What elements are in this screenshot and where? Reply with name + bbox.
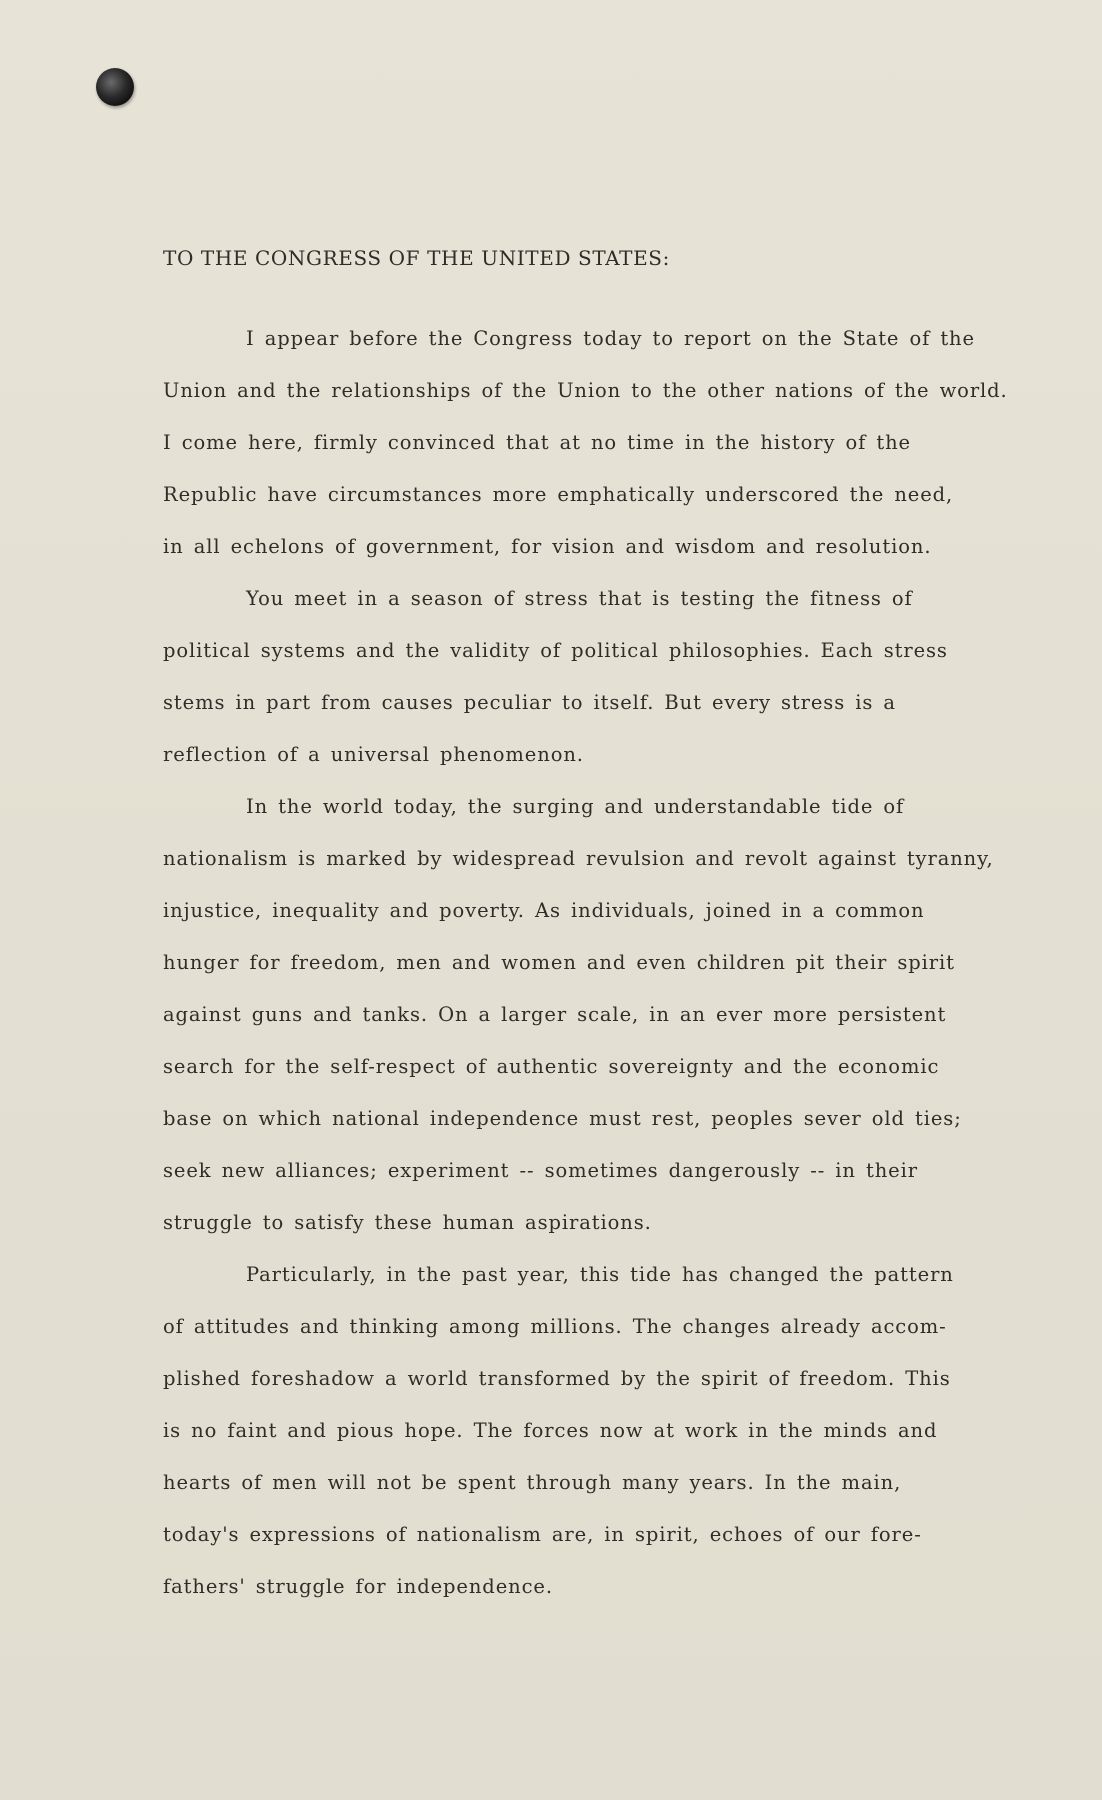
paragraph-4-line-6: today's expressions of nationalism are, in spirit, echoes of our fore-	[163, 1523, 922, 1546]
paragraph-3-line-4: hunger for freedom, men and women and even children pit their spirit	[163, 951, 955, 974]
paragraph-2-line-4: reflection of a universal phenomenon.	[163, 743, 584, 766]
salutation: TO THE CONGRESS OF THE UNITED STATES:	[163, 246, 670, 270]
paragraph-1-line-1: I appear before the Congress today to report on the State of the	[246, 327, 975, 350]
paragraph-4-line-5: hearts of men will not be spent through many years. In the main,	[163, 1471, 902, 1494]
paragraph-4-line-1: Particularly, in the past year, this tide has changed the pattern	[246, 1263, 954, 1286]
paragraph-3-line-2: nationalism is marked by widespread revulsion and revolt against tyranny,	[163, 847, 994, 870]
paragraph-1-line-5: in all echelons of government, for vision and wisdom and resolution.	[163, 535, 932, 558]
paragraph-1-line-2: Union and the relationships of the Union to the other nations of the world.	[163, 379, 1008, 402]
paragraph-2-line-2: political systems and the validity of political philosophies. Each stress	[163, 639, 948, 662]
paragraph-3-line-5: against guns and tanks. On a larger scale, in an ever more persistent	[163, 1003, 947, 1026]
paragraph-4-line-3: plished foreshadow a world transformed by the spirit of freedom. This	[163, 1367, 951, 1390]
paragraph-3-line-3: injustice, inequality and poverty. As individuals, joined in a common	[163, 899, 925, 922]
paragraph-3-line-6: search for the self-respect of authentic sovereignty and the economic	[163, 1055, 940, 1078]
paragraph-3-line-8: seek new alliances; experiment -- sometimes dangerously -- in their	[163, 1159, 918, 1182]
paragraph-1-line-4: Republic have circumstances more emphatically underscored the need,	[163, 483, 954, 506]
paragraph-3-line-9: struggle to satisfy these human aspirations.	[163, 1211, 652, 1234]
binder-hole	[96, 68, 134, 106]
paragraph-2-line-3: stems in part from causes peculiar to itself. But every stress is a	[163, 691, 896, 714]
paragraph-4-line-2: of attitudes and thinking among millions. The changes already accom-	[163, 1315, 947, 1338]
paragraph-2-line-1: You meet in a season of stress that is testing the fitness of	[246, 587, 913, 610]
paragraph-4-line-4: is no faint and pious hope. The forces now at work in the minds and	[163, 1419, 938, 1442]
paragraph-3-line-1: In the world today, the surging and understandable tide of	[246, 795, 905, 818]
paragraph-4-line-7: fathers' struggle for independence.	[163, 1575, 553, 1598]
paragraph-3-line-7: base on which national independence must rest, peoples sever old ties;	[163, 1107, 962, 1130]
paragraph-1-line-3: I come here, firmly convinced that at no time in the history of the	[163, 431, 911, 454]
